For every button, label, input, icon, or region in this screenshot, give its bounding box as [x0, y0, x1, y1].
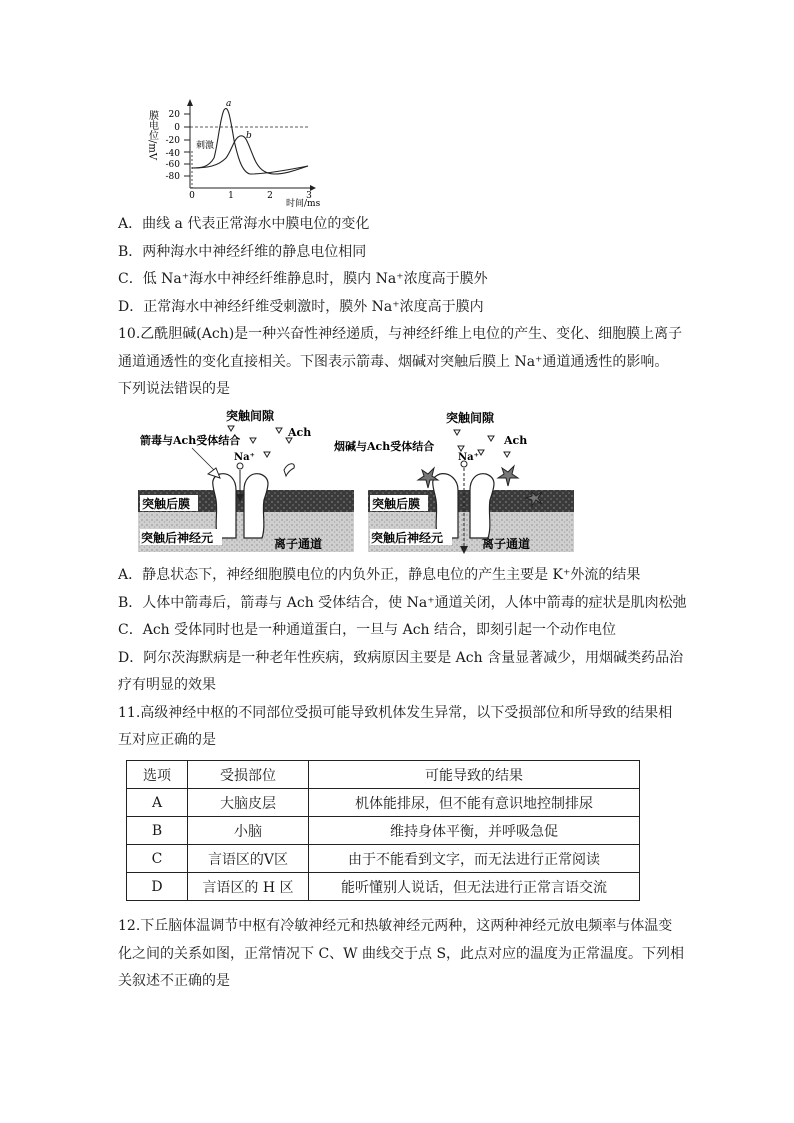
nicotine-panel [333, 410, 574, 554]
q10-option-d: D．阿尔茨海默病是一种老年性疾病，致病原因主要是 Ach 含量显著减少，用烟碱类药品治 [118, 650, 684, 666]
stimulus-label: 刺激 [196, 141, 215, 151]
q11-stem-line-1: 11.高级神经中枢的不同部位受损可能导致机体发生异常，以下受损部位和所导致的结果相 [118, 705, 673, 721]
synapse-diagram [136, 408, 576, 554]
graph-ylabel: 膜电位/mV [146, 110, 158, 161]
table-cell: A [127, 789, 188, 817]
table-cell: 由于不能看到文字，而无法进行正常阅读 [309, 845, 640, 873]
q9-option-c: C．低 Na⁺海水中神经纤维静息时，膜内 Na⁺浓度高于膜外 [118, 271, 488, 287]
table-cell: 维持身体平衡，并呼吸急促 [309, 817, 640, 845]
q11-stem-line-2: 互对应正确的是 [118, 732, 216, 748]
q9-option-d: D．正常海水中神经纤维受刺激时，膜外 Na⁺浓度高于膜内 [118, 299, 484, 315]
table-cell: D [127, 873, 188, 901]
q10-stem-line-3: 下列说法错误的是 [118, 381, 230, 397]
table-header-row [127, 761, 640, 789]
curve-b-label: b [246, 131, 252, 141]
table-cell: 言语区的 H 区 [188, 873, 309, 901]
xtick-1: 1 [228, 191, 234, 201]
q9-option-b: B．两种海水中神经纤维的静息电位相同 [118, 244, 367, 260]
table-cell: 机体能排尿，但不能有意识地控制排尿 [309, 789, 640, 817]
right-neuron-label: 突触后神经元 [371, 531, 444, 545]
ytick-m20: -20 [165, 136, 180, 146]
left-channel-label: 离子通道 [274, 537, 323, 551]
q9-option-a: A．曲线 a 代表正常海水中膜电位的变化 [118, 216, 370, 232]
q12-stem-line-2: 化之间的关系如图，正常情况下 C、W 曲线交于点 S，此点对应的温度为正常温度。下列相 [118, 946, 685, 962]
curve-a-label: a [226, 99, 232, 109]
table-row [127, 817, 640, 845]
right-cleft-label: 突触间隙 [446, 411, 495, 425]
xtick-0: 0 [189, 191, 195, 201]
table-cell: C [127, 845, 188, 873]
left-membrane-label: 突触后膜 [142, 497, 191, 511]
q12-stem-line-3: 关叙述不正确的是 [118, 973, 230, 989]
ytick-m40: -40 [165, 149, 180, 159]
left-na-label: Na⁺ [234, 452, 255, 463]
table-header: 受损部位 [188, 761, 309, 789]
q10-option-c: C．Ach 受体同时也是一种通道蛋白，一旦与 Ach 结合，即刻引起一个动作电位 [118, 622, 616, 638]
left-ach-label: Ach [288, 426, 312, 439]
right-binding-label: 烟碱与Ach受体结合 [334, 440, 435, 453]
table-cell: 言语区的Ⅴ区 [188, 845, 309, 873]
table-row [127, 789, 640, 817]
table-row [127, 873, 640, 901]
table-row [127, 845, 640, 873]
left-binding-label: 箭毒与Ach受体结合 [140, 434, 241, 447]
table-header: 可能导致的结果 [309, 761, 640, 789]
q10-option-b: B．人体中箭毒后，箭毒与 Ach 受体结合，使 Na⁺通道关闭，人体中箭毒的症状是肌肉松弛 [118, 595, 687, 611]
left-cleft-label: 突触间隙 [226, 409, 275, 423]
q10-stem-line-1: 10.乙酰胆碱(Ach)是一种兴奋性神经递质，与神经纤维上电位的产生、变化、细胞膜上离子 [118, 326, 683, 342]
q12-stem-line-1: 12.下丘脑体温调节中枢有冷敏神经元和热敏神经元两种，这两种神经元放电频率与体温变 [118, 918, 673, 934]
curare-panel [138, 408, 354, 552]
table-cell: 小脑 [188, 817, 309, 845]
membrane-potential-graph [138, 96, 328, 208]
ytick-m80: -80 [165, 172, 180, 182]
graph-xlabel: 时间/ms [286, 199, 321, 208]
right-na-label: Na⁺ [458, 452, 479, 463]
ytick-0: 0 [174, 123, 180, 133]
left-neuron-label: 突触后神经元 [141, 531, 214, 545]
right-channel-label: 离子通道 [482, 537, 531, 551]
table-header: 选项 [127, 761, 188, 789]
q10-option-d-cont: 疗有明显的效果 [118, 677, 216, 693]
q10-stem-line-2: 通道通透性的变化直接相关。下图表示箭毒、烟碱对突触后膜上 Na⁺通道通透性的影响。 [118, 354, 669, 370]
q10-option-a: A．静息状态下，神经细胞膜电位的内负外正，静息电位的产生主要是 K⁺外流的结果 [118, 567, 641, 583]
xtick-2: 2 [267, 191, 273, 201]
ytick-20: 20 [168, 110, 180, 120]
xtick-3: 3 [306, 191, 312, 201]
table-cell: B [127, 817, 188, 845]
right-membrane-label: 突触后膜 [372, 497, 421, 511]
q11-table [126, 760, 640, 901]
table-cell: 能听懂别人说话，但无法进行正常言语交流 [309, 873, 640, 901]
right-ach-label: Ach [504, 434, 528, 447]
ytick-m60: -60 [165, 160, 180, 170]
table-cell: 大脑皮层 [188, 789, 309, 817]
